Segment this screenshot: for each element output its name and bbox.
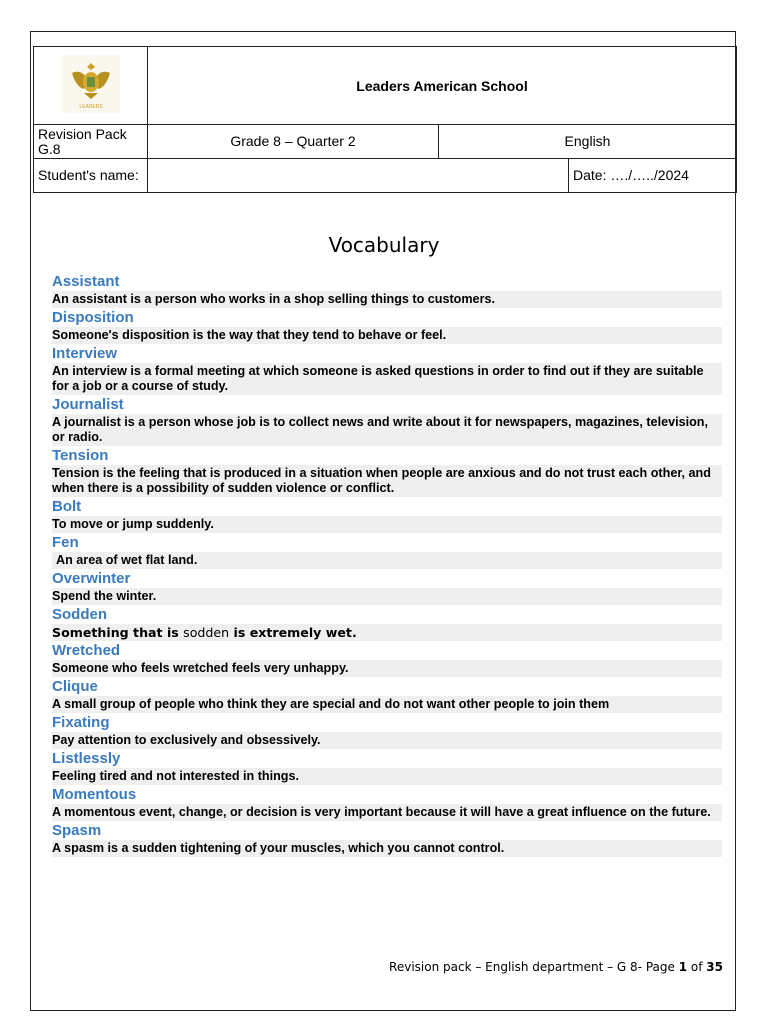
- vocab-term: Listlessly: [52, 750, 121, 767]
- vocab-term: Spasm: [52, 822, 102, 839]
- footer-total-pages: 35: [706, 960, 723, 974]
- vocab-term: Interview: [52, 345, 118, 362]
- logo-text: LEADERS: [78, 104, 103, 110]
- logo-cell: [34, 47, 148, 125]
- vocab-entry: [52, 713, 722, 749]
- vocab-entry: [52, 533, 722, 569]
- vocab-definition: Pay attention to exclusively and obsessively.: [52, 732, 722, 749]
- vocab-definition: A small group of people who think they are special and do not want other people to join them: [52, 696, 722, 713]
- vocab-entry: [52, 677, 722, 713]
- header-table: [33, 46, 737, 193]
- definition-word: sodden: [183, 625, 230, 640]
- vocab-definition: A journalist is a person whose job is to collect news and write about it for newspapers, magazines, television, or radio.: [52, 414, 722, 446]
- vocab-entry: [52, 569, 722, 605]
- vocab-term: Tension: [52, 447, 109, 464]
- vocabulary-list: [52, 272, 722, 857]
- date-field[interactable]: Date: …./…../2024: [569, 159, 737, 193]
- vocab-term: Clique: [52, 678, 98, 695]
- vocab-entry: [52, 497, 722, 533]
- vocab-entry: [52, 344, 722, 395]
- vocab-definition: A spasm is a sudden tightening of your muscles, which you cannot control.: [52, 840, 722, 857]
- footer-text: Revision pack – English department – G 8- Page: [389, 960, 675, 974]
- vocab-term: Journalist: [52, 396, 124, 413]
- vocab-term: Wretched: [52, 642, 121, 659]
- vocab-definition: An assistant is a person who works in a shop selling things to customers.: [52, 291, 722, 308]
- vocab-definition: Feeling tired and not interested in things.: [52, 768, 722, 785]
- vocab-entry: [52, 749, 722, 785]
- vocab-definition: Someone who feels wretched feels very unhappy.: [52, 660, 722, 677]
- footer-of: of: [690, 960, 703, 974]
- section-title: Vocabulary: [328, 233, 440, 257]
- subject: English: [439, 125, 737, 159]
- vocab-term: Sodden: [52, 606, 107, 623]
- student-name-label: Student's name:: [34, 159, 148, 193]
- vocab-term: Overwinter: [52, 570, 131, 587]
- vocab-term: Fen: [52, 534, 79, 551]
- vocab-entry: [52, 641, 722, 677]
- vocab-term: Momentous: [52, 786, 137, 803]
- vocab-term: Assistant: [52, 273, 120, 290]
- footer-page-number: 1: [678, 960, 688, 974]
- vocab-entry: [52, 308, 722, 344]
- school-name: Leaders American School: [148, 47, 737, 125]
- vocab-term: Fixating: [52, 714, 110, 731]
- vocab-definition: A momentous event, change, or decision is very important because it will have a great influence on the future.: [52, 804, 722, 821]
- vocab-entry: [52, 605, 722, 641]
- vocab-term: Bolt: [52, 498, 82, 515]
- grade-quarter: Grade 8 – Quarter 2: [148, 125, 439, 159]
- vocab-entry: [52, 785, 722, 821]
- vocab-entry: [52, 272, 722, 308]
- vocab-definition: To move or jump suddenly.: [52, 516, 722, 533]
- page-footer: [389, 960, 723, 974]
- vocab-definition: An interview is a formal meeting at which someone is asked questions in order to find out if they are suitable for a job or a course of study.: [52, 363, 722, 395]
- revision-pack-label: Revision Pack G.8: [34, 125, 148, 159]
- vocab-definition: Tension is the feeling that is produced in a situation when people are anxious and do not trust each other, and when there is a possibility of sudden violence or conflict.: [52, 465, 722, 497]
- vocab-entry: [52, 821, 722, 857]
- vocab-term: Disposition: [52, 309, 134, 326]
- vocab-definition: Someone's disposition is the way that they tend to behave or feel.: [52, 327, 722, 344]
- vocab-entry: [52, 395, 722, 446]
- definition-pre: Something that is: [52, 625, 179, 640]
- definition-post: is extremely wet.: [233, 625, 357, 640]
- student-name-field[interactable]: [148, 159, 569, 193]
- school-crest-icon: [62, 55, 120, 113]
- vocab-definition: [52, 624, 722, 641]
- vocab-definition: An area of wet flat land.: [52, 552, 722, 569]
- vocab-entry: [52, 446, 722, 497]
- vocab-definition: Spend the winter.: [52, 588, 722, 605]
